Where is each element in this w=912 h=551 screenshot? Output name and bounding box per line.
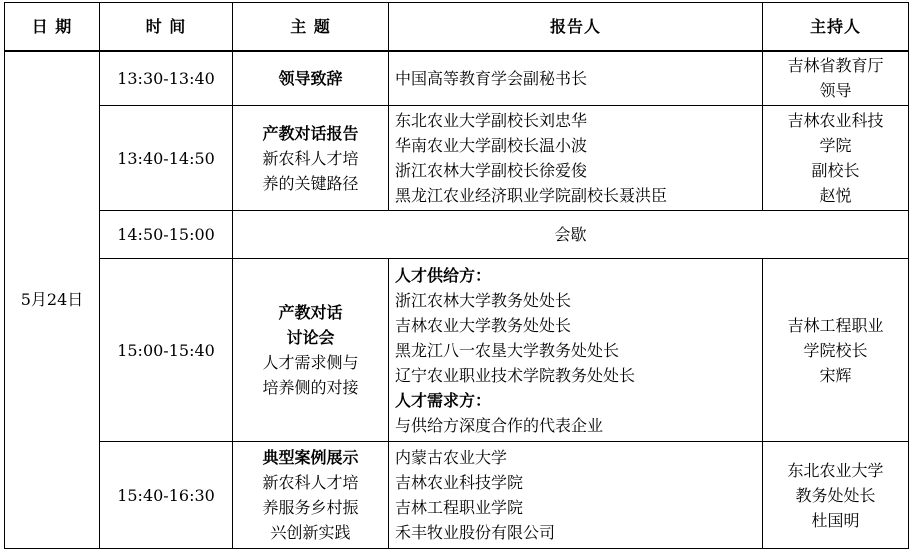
break-cell: 会歇	[233, 211, 909, 259]
speaker-line: 华南农业大学副校长温小波	[395, 136, 588, 155]
speaker-line: 中国高等教育学会副秘书长	[395, 68, 588, 88]
host-line: 领导	[819, 81, 852, 101]
topic-subtitle: 养服务乡村振	[262, 498, 359, 517]
host-cell	[763, 106, 909, 211]
header-topic: 主 题	[233, 3, 389, 51]
table-row	[5, 51, 909, 106]
topic-subtitle: 兴创新实践	[270, 523, 351, 542]
topic-subtitle: 培养侧的对接	[262, 378, 359, 397]
host-line: 东北农业大学	[787, 460, 884, 480]
time-cell: 15:00-15:40	[100, 259, 233, 442]
speaker-cell	[389, 51, 763, 106]
topic-cell	[233, 442, 389, 549]
topic-title: 典型案例展示	[262, 448, 359, 467]
host-line: 赵悦	[819, 186, 852, 205]
table-row	[5, 259, 909, 442]
speaker-cell	[389, 442, 763, 549]
time-cell: 13:40-14:50	[100, 106, 233, 211]
host-line: 学院校长	[803, 340, 868, 360]
speaker-group-label: 人才供给方：	[395, 265, 492, 285]
header-speaker: 报告人	[389, 3, 763, 51]
schedule-table	[4, 2, 909, 549]
speaker-line: 内蒙古农业大学	[395, 448, 508, 467]
topic-title: 领导致辞	[278, 68, 343, 88]
host-line: 宋辉	[819, 365, 852, 385]
speaker-line: 吉林工程职业学院	[395, 498, 524, 517]
speaker-line: 辽宁农业职业技术学院教务处处长	[395, 365, 636, 385]
speaker-line: 与供给方深度合作的代表企业	[395, 415, 604, 435]
host-line: 吉林农业科技	[787, 111, 884, 130]
topic-subtitle: 新农科人才培	[262, 473, 359, 492]
host-line: 学院	[819, 136, 852, 155]
host-line: 吉林省教育厅	[787, 56, 884, 76]
speaker-line: 浙江农林大学副校长徐爱俊	[395, 161, 588, 180]
header-time: 时 间	[100, 3, 233, 51]
topic-subtitle: 新农科人才培	[262, 148, 359, 168]
host-line: 副校长	[811, 161, 860, 180]
topic-title: 产教对话	[278, 303, 343, 322]
header-row	[5, 3, 909, 51]
host-cell	[763, 259, 909, 442]
header-host: 主持人	[763, 3, 909, 51]
speaker-line: 东北农业大学副校长刘忠华	[395, 111, 588, 130]
date-cell: 5月24日	[5, 51, 100, 549]
header-date: 日 期	[5, 3, 100, 51]
host-cell	[763, 442, 909, 549]
topic-cell	[233, 259, 389, 442]
time-cell: 15:40-16:30	[100, 442, 233, 549]
time-cell: 13:30-13:40	[100, 51, 233, 106]
host-line: 教务处处长	[795, 485, 876, 505]
time-cell: 14:50-15:00	[100, 211, 233, 259]
host-line: 吉林工程职业	[787, 315, 884, 335]
table-row	[5, 211, 909, 259]
topic-cell	[233, 106, 389, 211]
topic-title: 讨论会	[286, 328, 335, 347]
speaker-group-label: 人才需求方：	[395, 390, 492, 410]
table-row	[5, 442, 909, 549]
speaker-line: 吉林农业大学教务处处长	[395, 315, 572, 335]
speaker-line: 黑龙江八一农垦大学教务处处长	[395, 340, 620, 360]
topic-subtitle: 人才需求侧与	[262, 353, 359, 372]
speaker-line: 吉林农业科技学院	[395, 473, 524, 492]
speaker-line: 黑龙江农业经济职业学院副校长聂洪臣	[395, 186, 668, 205]
topic-title: 产教对话报告	[262, 123, 359, 143]
speaker-cell	[389, 106, 763, 211]
topic-subtitle: 养的关键路径	[262, 173, 359, 193]
host-line: 杜国明	[811, 510, 860, 530]
speaker-cell	[389, 259, 763, 442]
host-cell	[763, 51, 909, 106]
table-row	[5, 106, 909, 211]
topic-cell	[233, 51, 389, 106]
speaker-line: 禾丰牧业股份有限公司	[395, 523, 556, 542]
speaker-line: 浙江农林大学教务处处长	[395, 290, 572, 310]
